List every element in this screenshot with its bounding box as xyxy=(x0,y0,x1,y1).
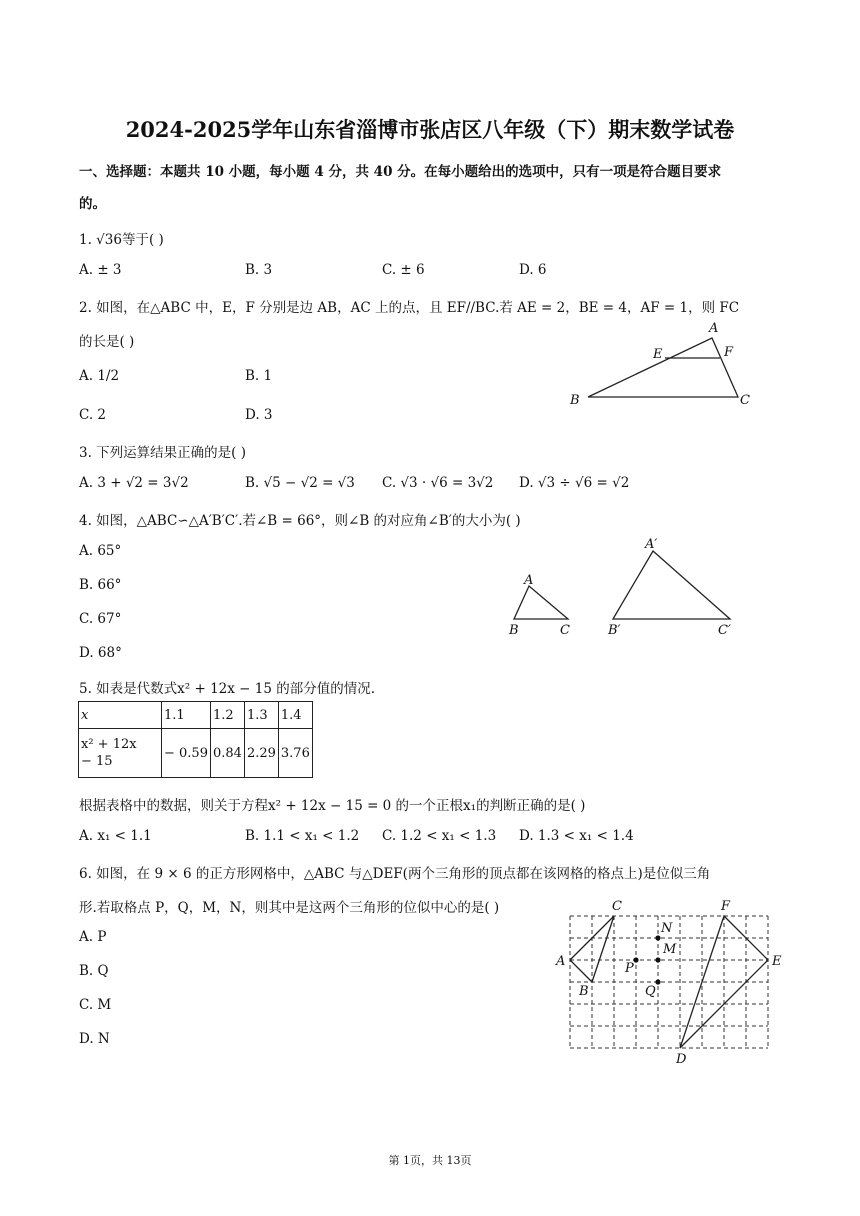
label-p: P xyxy=(625,961,634,976)
q2-triangle-figure xyxy=(560,316,760,416)
label-c: C xyxy=(612,899,622,914)
q5-option-c: C. 1.2 < x₁ < 1.3 xyxy=(382,828,497,844)
q3-option-c: C. √3 · √6 = 3√2 xyxy=(382,475,494,491)
q3-option-d: D. √3 ÷ √6 = √2 xyxy=(519,475,630,491)
label-a-prime: A′ xyxy=(645,537,658,552)
label-c: C xyxy=(560,623,570,638)
q5-value-table xyxy=(78,701,313,778)
q4-option-d: D. 68° xyxy=(79,645,122,661)
page-footer: 第 1页，共 13页 xyxy=(388,1154,472,1167)
question-2-stem-line1: 2. 如图，在△ABC 中，E，F 分别是边 AB，AC 上的点，且 EF//BC.若 AE = 2，BE = 4，AF = 1，则 FC xyxy=(79,300,740,316)
q5-option-a: A. x₁ < 1.1 xyxy=(79,828,152,844)
table-cell: − 0.59 xyxy=(162,729,211,778)
label-b: B xyxy=(570,393,580,408)
q6-grid-figure xyxy=(555,896,790,1068)
label-e: E xyxy=(653,347,663,362)
q5-option-d: D. 1.3 < x₁ < 1.4 xyxy=(519,828,634,844)
q6-option-c: C. M xyxy=(79,997,112,1013)
table-cell: 0.84 xyxy=(211,729,245,778)
q5-option-b: B. 1.1 < x₁ < 1.2 xyxy=(245,828,360,844)
table-row-head xyxy=(79,729,162,778)
q6-option-b: B. Q xyxy=(79,963,109,979)
label-n: N xyxy=(661,921,673,936)
label-c-prime: C′ xyxy=(718,623,731,638)
table-cell: 1.3 xyxy=(244,702,278,729)
q1-option-a: A. ± 3 xyxy=(79,262,122,278)
q3-option-a: A. 3 + √2 = 3√2 xyxy=(79,475,189,491)
question-4-stem: 4. 如图，△ABC∽△A′B′C′.若∠B = 66°，则∠B 的对应角∠B′的大小为( ) xyxy=(79,513,521,529)
table-cell: 3.76 xyxy=(278,729,312,778)
label-m: M xyxy=(663,942,677,957)
label-a: A xyxy=(524,573,534,588)
q1-option-b: B. 3 xyxy=(245,262,273,278)
label-f: F xyxy=(721,899,731,914)
q2-option-a: A. 1/2 xyxy=(79,368,120,384)
q4-option-b: B. 66° xyxy=(79,577,122,593)
q1-option-d: D. 6 xyxy=(519,262,547,278)
q2-option-d: D. 3 xyxy=(245,407,273,423)
label-q: Q xyxy=(645,984,656,999)
label-c: C xyxy=(740,393,750,408)
table-cell: 1.1 xyxy=(162,702,211,729)
question-3-stem: 3. 下列运算结果正确的是( ) xyxy=(79,445,246,461)
q1-option-c: C. ± 6 xyxy=(382,262,425,278)
q2-option-c: C. 2 xyxy=(79,407,107,423)
question-5-after: 根据表格中的数据，则关于方程x² + 12x − 15 = 0 的一个正根x₁的判断正确的是( ) xyxy=(79,798,586,814)
table-cell: x xyxy=(79,702,162,729)
q4-option-a: A. 65° xyxy=(79,543,122,559)
table-cell-line: − 15 xyxy=(81,754,113,769)
table-cell: 2.29 xyxy=(244,729,278,778)
q6-option-a: A. P xyxy=(79,929,107,945)
label-b-prime: B′ xyxy=(608,623,621,638)
question-6-stem-line1: 6. 如图，在 9 × 6 的正方形网格中，△ABC 与△DEF(两个三角形的顶点都在该网格的格点上)是位似三角 xyxy=(79,866,711,882)
label-b: B xyxy=(579,984,589,999)
label-d: D xyxy=(676,1052,687,1067)
table-cell-line: x² + 12x xyxy=(81,737,137,752)
table-cell: 1.4 xyxy=(278,702,312,729)
section-heading-line2: 的。 xyxy=(79,196,106,212)
q2-option-b: B. 1 xyxy=(245,368,273,384)
q4-option-c: C. 67° xyxy=(79,611,122,627)
table-cell: 1.2 xyxy=(211,702,245,729)
question-2-stem-line2: 的长是( ) xyxy=(79,334,135,350)
question-6-stem-line2: 形.若取格点 P，Q，M，N，则其中是这两个三角形的位似中心的是( ) xyxy=(79,900,500,916)
label-a: A xyxy=(709,321,719,336)
q6-option-d: D. N xyxy=(79,1031,110,1047)
q4-similar-triangles-figure xyxy=(500,535,750,645)
question-1-stem: 1. √36等于( ) xyxy=(79,232,164,248)
label-b: B xyxy=(509,623,519,638)
label-f: F xyxy=(724,345,734,360)
section-heading-line1: 一、选择题：本题共 10 小题，每小题 4 分，共 40 分。在每小题给出的选项中，只有一项是符合题目要求 xyxy=(79,164,722,180)
page-title: 2024-2025学年山东省淄博市张店区八年级（下）期末数学试卷 xyxy=(125,117,735,142)
question-5-stem: 5. 如表是代数式x² + 12x − 15 的部分值的情况. xyxy=(79,681,376,697)
label-a: A xyxy=(556,954,566,969)
q3-option-b: B. √5 − √2 = √3 xyxy=(245,475,355,491)
label-e: E xyxy=(772,954,782,969)
